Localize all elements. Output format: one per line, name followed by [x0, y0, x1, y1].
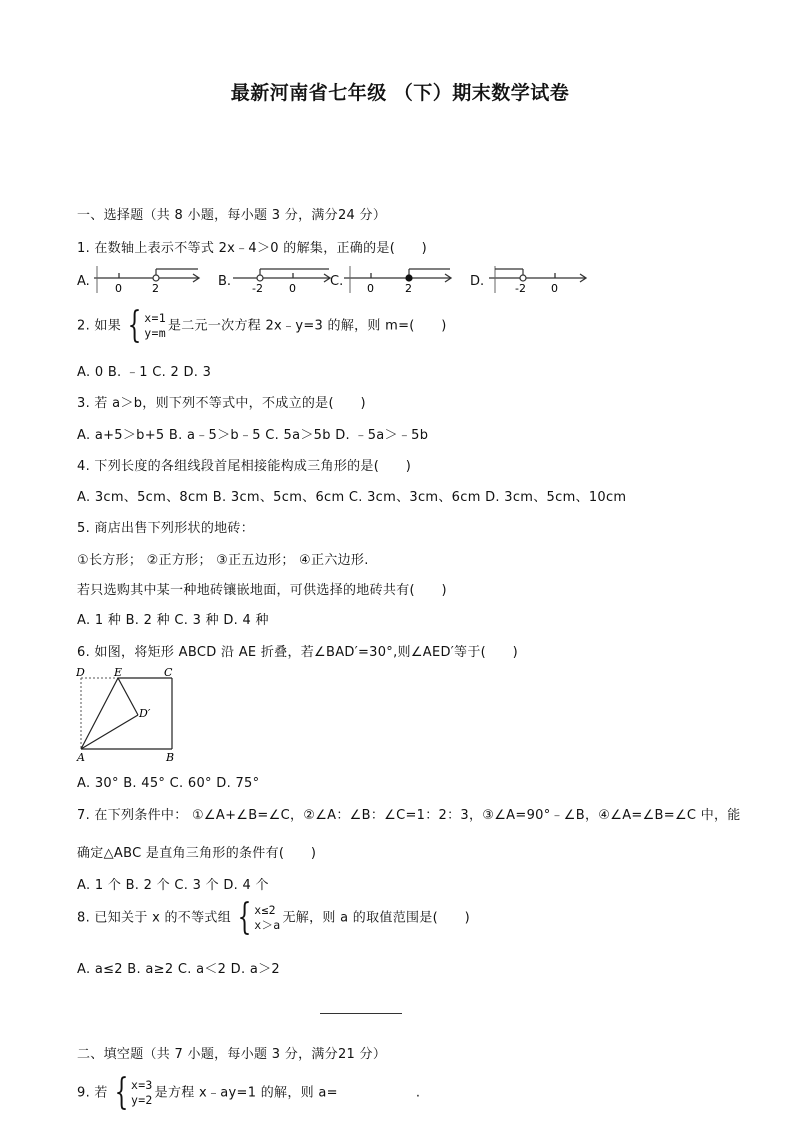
question-7-text-2: 确定△ABC 是直角三角形的条件有( ): [77, 846, 317, 861]
number-line-d: [489, 266, 589, 296]
number-line-c: [344, 266, 454, 296]
inequality-row: x≤2: [254, 903, 276, 917]
question-7-options: A. 1 个 B. 2 个 C. 3 个 D. 4 个: [77, 878, 269, 893]
question-5-text: 5. 商店出售下列形状的地砖：: [77, 521, 255, 536]
question-5-text-2: 若只选购其中某一种地砖镶嵌地面，可供选择的地砖共有( ): [77, 583, 447, 598]
question-3-text: 3. 若 a＞b，则下列不等式中，不成立的是( ): [77, 396, 366, 411]
point-label-a: A: [77, 751, 85, 763]
question-8-text: [77, 897, 470, 938]
equation-row: y=2: [130, 1093, 153, 1107]
question-4-text: 4. 下列长度的各组线段首尾相接能构成三角形的是( ): [77, 459, 412, 474]
point-label-d: D: [76, 667, 85, 679]
point-label-d-prime: D′: [139, 707, 151, 720]
tick-label: 0: [367, 282, 374, 295]
equation-row: y=m: [144, 326, 166, 340]
question-9-suffix: 是方程 x﹣ay=1 的解，则 a=: [154, 1085, 338, 1101]
rectangle-fold-figure: [76, 667, 186, 767]
option-d-label: D.: [470, 274, 485, 289]
option-c-label: C.: [330, 274, 344, 289]
question-1-text: 1. 在数轴上表示不等式 2x﹣4＞0 的解集，正确的是( ): [77, 241, 428, 256]
option-a-label: A.: [77, 274, 90, 289]
option-b-label: B.: [218, 274, 232, 289]
point-label-c: C: [164, 667, 173, 679]
tick-label: 2: [405, 282, 412, 295]
question-5-list: ①长方形； ②正方形； ③正五边形； ④正六边形.: [77, 553, 369, 568]
question-9-prefix: 9. 若: [77, 1085, 108, 1101]
question-9-text: [77, 1072, 421, 1113]
number-line-b: [233, 266, 333, 296]
point-label-e: E: [114, 667, 123, 679]
question-5-options: A. 1 种 B. 2 种 C. 3 种 D. 4 种: [77, 613, 269, 628]
question-2-prefix: 2. 如果: [77, 318, 122, 334]
equation-system: { x=1 y=m: [127, 305, 166, 346]
tick-label: 2: [152, 282, 159, 295]
section-2-heading: 二、填空题（共 7 小题，每小题 3 分，满分21 分）: [77, 1047, 387, 1062]
question-6-text: 6. 如图，将矩形 ABCD 沿 AE 折叠，若∠BAD′=30°,则∠AED′等于( ): [77, 645, 519, 660]
inequality-row: x＞a: [254, 918, 281, 932]
separator-line: [320, 1013, 402, 1014]
number-line-a: [94, 266, 202, 296]
question-8-prefix: 8. 已知关于 x 的不等式组: [77, 910, 231, 926]
question-7-text: 7. 在下列条件中： ①∠A+∠B=∠C，②∠A：∠B：∠C=1：2：3，③∠A=90°﹣∠B，④∠A=∠B=∠C 中，能: [77, 808, 741, 823]
question-4-options: A. 3cm、5cm、8cm B. 3cm、5cm、6cm C. 3cm、3cm、6cm D. 3cm、5cm、10cm: [77, 490, 627, 505]
tick-label: 0: [115, 282, 122, 295]
question-3-options: A. a+5＞b+5 B. a﹣5＞b﹣5 C. 5a＞5b D. ﹣5a＞﹣5b: [77, 428, 429, 443]
question-9-end: .: [415, 1085, 421, 1101]
tick-label: -2: [252, 282, 263, 295]
question-2-text: [77, 305, 447, 346]
question-6-options: A. 30° B. 45° C. 60° D. 75°: [77, 776, 260, 791]
equation-row: x=3: [130, 1078, 153, 1092]
section-1-heading: 一、选择题（共 8 小题，每小题 3 分，满分24 分）: [77, 208, 387, 223]
inequality-system: { x≤2 x＞a: [237, 897, 281, 938]
tick-label: -2: [515, 282, 526, 295]
question-2-options: A. 0 B. ﹣1 C. 2 D. 3: [77, 365, 212, 380]
question-8-suffix: 无解，则 a 的取值范围是( ): [282, 910, 470, 926]
equation-row: x=1: [144, 311, 166, 325]
page-title: 最新河南省七年级 （下）期末数学试卷: [230, 82, 570, 104]
point-label-b: B: [166, 751, 175, 763]
tick-label: 0: [289, 282, 296, 295]
tick-label: 0: [551, 282, 558, 295]
equation-system: { x=3 y=2: [114, 1072, 153, 1113]
question-2-suffix: 是二元一次方程 2x﹣y=3 的解，则 m=( ): [167, 318, 447, 334]
question-8-options: A. a≤2 B. a≥2 C. a＜2 D. a＞2: [77, 962, 280, 977]
